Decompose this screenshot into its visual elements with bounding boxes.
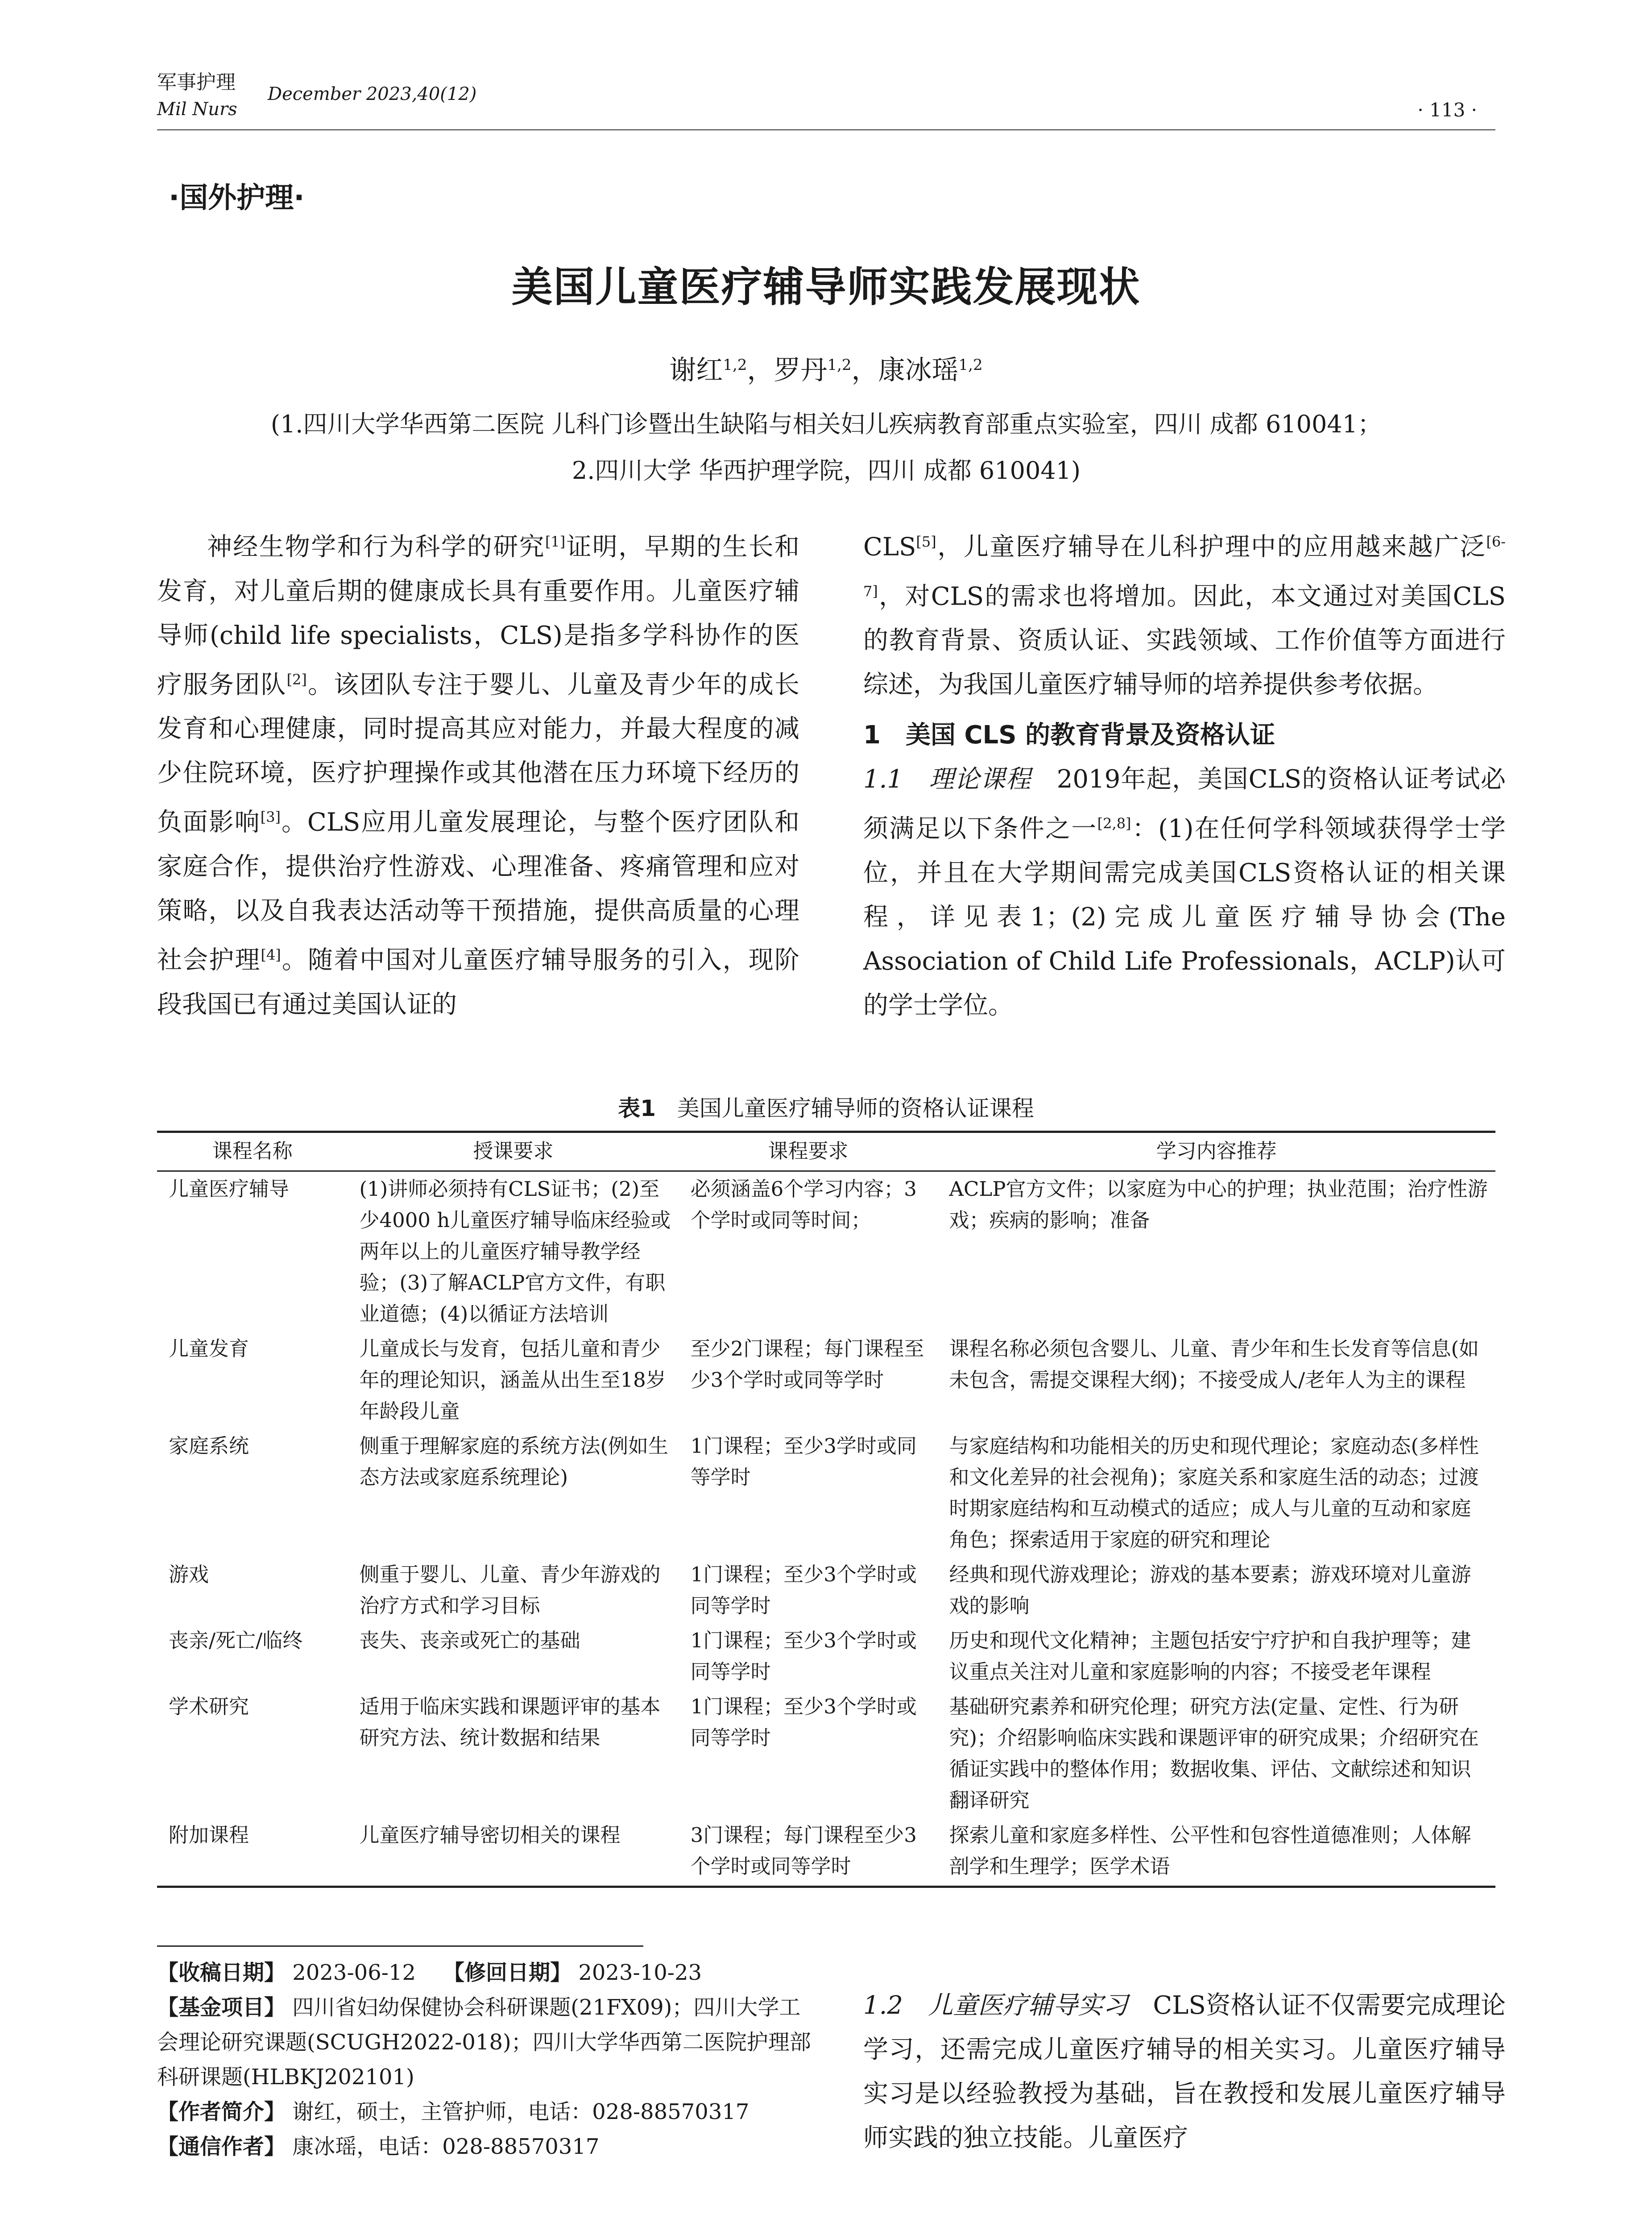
table-cell: 必须涵盖6个学习内容；3个学时或同等时间；: [690, 1177, 917, 1232]
article-footnotes: [157, 1955, 817, 2164]
text-run: CLS: [863, 532, 916, 562]
citation-mark: [6-7]: [863, 533, 1506, 600]
footnote-rule: [157, 1945, 643, 1947]
table-header-cell: 学习内容推荐: [937, 1132, 1495, 1171]
header-rule: [157, 129, 1495, 130]
table-header-cell: 授课要求: [348, 1132, 679, 1171]
author-bio-label: 【作者简介】: [157, 2099, 286, 2124]
section-tag: ·国外护理·: [169, 182, 305, 215]
table-row: [157, 1623, 1495, 1689]
table-cell: 基础研究素养和研究伦理；研究方法(定量、定性、行为研究)；介绍影响临床实践和课题评审的研究成果；介绍研究在循证实践中的整体作用；数据收集、评估、文献综述和知识翻译研究: [949, 1695, 1479, 1812]
text-run: ，对CLS的需求也将增加。因此，本文通过对美国CLS的教育背景、资质认证、实践领域、工作价值等方面进行综述，为我国儿童医疗辅导师的培养提供参考依据。: [863, 582, 1506, 700]
author-list: [0, 349, 1652, 387]
received-date: 2023-06-12: [292, 1960, 416, 1985]
author-affil-mark: 1,2: [827, 356, 852, 374]
table-cell: 1门课程；至少3学时或同等学时: [690, 1434, 917, 1489]
right-column: [863, 520, 1506, 1028]
citation-mark: [5]: [916, 533, 936, 550]
section-heading: 1 美国 CLS 的教育背景及资格认证: [863, 721, 1275, 750]
citation-mark: [2,8]: [1097, 815, 1131, 832]
received-label: 【收稿日期】: [157, 1960, 286, 1985]
article-title: 美国儿童医疗辅导师实践发展现状: [511, 263, 1141, 311]
table-row: [157, 1689, 1495, 1818]
table-cell: 儿童医疗辅导: [169, 1177, 290, 1201]
revised-date: 2023-10-23: [578, 1960, 702, 1985]
table-cell: 儿童发育: [169, 1337, 249, 1360]
fund-label: 【基金项目】: [157, 1995, 286, 2020]
affiliation-line: (1.四川大学华西第二医院 儿科门诊暨出生缺陷与相关妇儿疾病教育部重点实验室，四川 成都 610041；: [270, 410, 1382, 438]
author-name: 罗丹: [774, 355, 828, 386]
text-run: 神经生物学和行为科学的研究: [207, 532, 545, 562]
table-cell: 家庭系统: [169, 1434, 249, 1458]
table-cell: 儿童医疗辅导密切相关的课程: [348, 1818, 679, 1887]
author-separator: ，: [851, 355, 878, 386]
table-cell: 探索儿童和家庭多样性、公平性和包容性道德准则；人体解剖学和生理学；医学术语: [937, 1818, 1495, 1887]
table-cell: 至少2门课程；每门课程至少3个学时或同等学时: [690, 1337, 924, 1392]
revised-label: 【修回日期】: [443, 1960, 572, 1985]
table-cell: 课程名称必须包含婴儿、儿童、青少年和生长发育等信息(如未包含，需提交课程大纲)；不接受成人/老年人为主的课程: [949, 1337, 1479, 1392]
table-header-cell: 课程名称: [157, 1132, 348, 1171]
author-bio: 谢红，硕士，主管护师，电话：028-88570317: [292, 2099, 749, 2124]
table-cell: 儿童成长与发育，包括儿童和青少年的理论知识，涵盖从出生至18岁年龄段儿童: [359, 1337, 666, 1423]
text-run: 证明，早期的生长和发育，对儿童后期的健康成长具有重要作用。儿童医疗辅导师(child life specialists，CLS)是指多学科协作的医疗服务团队: [157, 532, 800, 700]
table-cell: 附加课程: [157, 1818, 348, 1887]
subsection-paragraph: [863, 1983, 1506, 2160]
table-row: [157, 1429, 1495, 1557]
table-cell: 与家庭结构和功能相关的历史和现代理论；家庭动态(多样性和文化差异的社会视角)；家庭关系和家庭生活的动态；过渡时期家庭结构和互动模式的适应；成人与儿童的互动和家庭角色；探索适用于家庭的研究和理论: [949, 1434, 1479, 1551]
table-row: [157, 1331, 1495, 1429]
table-cell: 游戏: [169, 1563, 209, 1586]
journal-name-cn: 军事护理: [157, 71, 236, 94]
journal-name-en: Mil Nurs: [157, 99, 237, 120]
affiliation-line: 2.四川大学 华西护理学院，四川 成都 610041): [571, 456, 1081, 485]
table-cell: 1门课程；至少3个学时或同等学时: [690, 1629, 917, 1684]
author-name: 谢红: [669, 355, 723, 386]
author-bio-line: [157, 2094, 817, 2129]
text-run: ：(1)在任何学科领域获得学士学位，并且在大学期间需完成美国CLS资格认证的相关课程，详见表1；(2)完成儿童医疗辅导协会(The Association of Child Life Professionals，ACLP)认可的学士学位。: [863, 814, 1506, 1020]
table-row: [157, 1818, 1495, 1887]
table-cell: 历史和现代文化精神；主题包括安宁疗护和自我护理等；建议重点关注对儿童和家庭影响的内容；不接受老年课程: [949, 1629, 1471, 1684]
right-column-bottom: [863, 1983, 1506, 2160]
subsection-paragraph: [863, 757, 1506, 1028]
subsection-body: CLS资格认证不仅需要完成理论学习，还需完成儿童医疗辅导的相关实习。儿童医疗辅导实习是以经验教授为基础，旨在教授和发展儿童医疗辅导师实践的独立技能。儿童医疗: [863, 1991, 1506, 2152]
table-cell: 适用于临床实践和课题评审的基本研究方法、统计数据和结果: [359, 1695, 661, 1750]
left-column: [157, 520, 799, 1027]
table-header-cell: 课程要求: [679, 1132, 938, 1171]
citation-mark: [1]: [545, 533, 566, 550]
author-affil-mark: 1,2: [723, 356, 747, 374]
date-line: [157, 1955, 817, 1990]
table-row: [157, 1557, 1495, 1623]
text-run: ，儿童医疗辅导在儿科护理中的应用越来越广泛: [936, 532, 1486, 562]
subsection-body: [863, 765, 1506, 1020]
table-cell: 学术研究: [169, 1695, 249, 1718]
corresponding-author: 康冰瑶，电话：028-88570317: [292, 2134, 600, 2159]
table-cell: 经典和现代游戏理论；游戏的基本要素；游戏环境对儿童游戏的影响: [949, 1563, 1471, 1617]
citation-mark: [4]: [261, 946, 281, 963]
table-cell: 丧亲/死亡/临终: [169, 1629, 303, 1652]
text-run: 。该团队专注于婴儿、儿童及青少年的成长发育和心理健康，同时提高其应对能力，并最大程度的减少住院环境，医疗护理操作或其他潜在压力环境下经历的负面影响: [157, 670, 800, 837]
table-caption: [0, 1091, 1652, 1123]
text-run: 。CLS应用儿童发展理论，与整个医疗团队和家庭合作，提供治疗性游戏、心理准备、疼痛管理和应对策略，以及自我表达活动等干预措施，提供高质量的心理社会护理: [157, 808, 799, 975]
fund-line: [157, 1990, 817, 2094]
author-separator: ，: [747, 355, 774, 386]
intro-paragraph-cont: [863, 520, 1506, 707]
citation-mark: [2]: [286, 671, 307, 688]
text-run: 。随着中国对儿童医疗辅导服务的引入，现阶段我国已有通过美国认证的: [157, 945, 800, 1019]
table-cell: 3门课程；每门课程至少3个学时或同等学时: [679, 1818, 938, 1887]
table-cell: 1门课程；至少3个学时或同等学时: [690, 1695, 917, 1750]
table-cell: 侧重于理解家庭的系统方法(例如生态方法或家庭系统理论): [359, 1434, 669, 1489]
corresponding-line: [157, 2129, 817, 2164]
table-header-row: [157, 1132, 1495, 1171]
table-title: 美国儿童医疗辅导师的资格认证课程: [677, 1095, 1034, 1121]
journal-issue: December 2023,40(12): [268, 84, 477, 104]
text-run: 2019年起，美国CLS的资格认证考试必须满足以下条件之一: [863, 765, 1506, 843]
page-number: · 113 ·: [1417, 99, 1477, 121]
citation-mark: [3]: [260, 809, 281, 826]
fund-text: 四川省妇幼保健协会科研课题(21FX09)；四川大学工会理论研究课题(SCUGH2022-018)；四川大学华西第二医院护理部科研课题(HLBKJ202101): [157, 1995, 811, 2090]
author-name: 康冰瑶: [878, 355, 959, 386]
table-row: [157, 1171, 1495, 1332]
table-cell: 侧重于婴儿、儿童、青少年游戏的治疗方式和学习目标: [359, 1563, 661, 1617]
author-affil-mark: 1,2: [958, 356, 983, 374]
certification-course-table: [157, 1131, 1495, 1888]
table-label: 表1: [618, 1095, 656, 1121]
corresponding-label: 【通信作者】: [157, 2134, 286, 2159]
table-cell: ACLP官方文件；以家庭为中心的护理；执业范围；治疗性游戏；疾病的影响；准备: [949, 1177, 1488, 1232]
table-cell: 丧失、丧亲或死亡的基础: [359, 1629, 580, 1652]
subsection-heading: 1.2 儿童医疗辅导实习: [863, 1991, 1128, 2020]
table-cell: (1)讲师必须持有CLS证书；(2)至少4000 h儿童医疗辅导临床经验或两年以上的儿童医疗辅导教学经验；(3)了解ACLP官方文件，有职业道德；(4)以循证方法培训: [359, 1177, 671, 1326]
table-cell: 1门课程；至少3个学时或同等学时: [690, 1563, 917, 1617]
subsection-heading: 1.1 理论课程: [863, 765, 1031, 794]
intro-paragraph: [157, 520, 799, 1027]
